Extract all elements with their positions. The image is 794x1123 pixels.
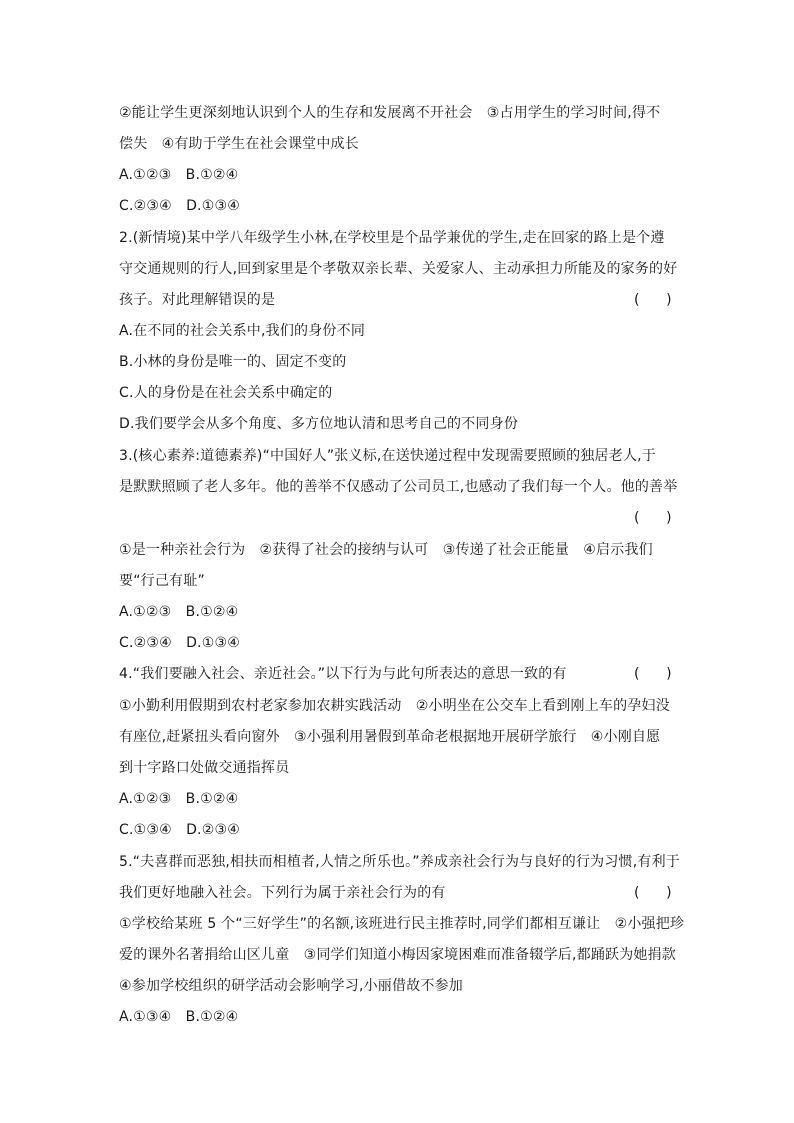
q4-answer-bracket: ( ) [634, 666, 672, 682]
q3-choice-line: C.②③④ D.①③④ [119, 635, 240, 651]
q4-option-line: ①小勤利用假期到农村老家参加农耕实践活动 ②小明坐在公交车上看到刚上车的孕妇没 [119, 698, 670, 714]
q1-choice-line: C.②③④ D.①③④ [119, 198, 240, 214]
q5-stem-line: 5.“夫喜群而恶独,相扶而相植者,人情之所乐也。”养成亲社会行为与良好的行为习惯,有利于 [119, 854, 681, 870]
q2-choice-b: B.小林的身份是唯一的、固定不变的 [119, 354, 347, 370]
q2-stem-line: 2.(新情境)某中学八年级学生小林,在学校里是个品学兼优的学生,走在回家的路上是个遵 [119, 230, 665, 246]
q4-choice-line: C.①③④ D.②③④ [119, 822, 240, 838]
q5-option-line: ①学校给某班 5 个“三好学生”的名额,该班进行民主推荐时,同学们都相互谦让 ②小强把珍 [119, 916, 685, 932]
q5-stem-line: 我们更好地融入社会。下列行为属于亲社会行为的有 [119, 885, 446, 901]
q1-option-line: ②能让学生更深刻地认识到个人的生存和发展离不开社会 ③占用学生的学习时间,得不 [119, 105, 661, 121]
q1-choice-line: A.①②③ B.①②④ [119, 167, 239, 183]
q4-choice-line: A.①②③ B.①②④ [119, 791, 239, 807]
q2-choice-a: A.在不同的社会关系中,我们的身份不同 [119, 323, 366, 339]
q3-choice-line: A.①②③ B.①②④ [119, 604, 239, 620]
q2-choice-c: C.人的身份是在社会关系中确定的 [119, 385, 333, 401]
q3-stem-line: 是默默照顾了老人多年。他的善举不仅感动了公司员工,也感动了我们每一个人。他的善举 [119, 479, 678, 495]
q3-option-line: ①是一种亲社会行为 ②获得了社会的接纳与认可 ③传递了社会正能量 ④启示我们 [119, 542, 653, 558]
q3-answer-bracket: ( ) [634, 510, 672, 526]
q2-answer-bracket: ( ) [634, 292, 672, 308]
q3-option-line: 要“行己有耻” [119, 573, 205, 589]
q4-option-line: 有座位,赶紧扭头看向窗外 ③小强利用暑假到革命老根据地开展研学旅行 ④小刚自愿 [119, 729, 661, 745]
q2-stem-line: 守交通规则的行人,回到家里是个孝敬双亲长辈、关爱家人、主动承担力所能及的家务的好 [119, 261, 678, 277]
q5-option-line: ④参加学校组织的研学活动会影响学习,小丽借故不参加 [119, 978, 463, 994]
q2-choice-d: D.我们要学会从多个角度、多方位地认清和思考自己的不同身份 [119, 416, 519, 432]
q4-option-line: 到十字路口处做交通指挥员 [119, 760, 290, 776]
q4-stem-line: 4.“我们要融入社会、亲近社会。”以下行为与此句所表达的意思一致的有 [119, 666, 567, 682]
q5-answer-bracket: ( ) [634, 885, 672, 901]
q3-stem-line: 3.(核心素养:道德素养)“中国好人”张义标,在送快递过程中发现需要照顾的独居老人,于 [119, 448, 657, 464]
q1-option-line: 偿失 ④有助于学生在社会课堂中成长 [119, 136, 359, 152]
q5-option-line: 爱的课外名著捐给山区儿童 ③同学们知道小梅因家境困难而准备辍学后,都踊跃为她捐款 [119, 947, 676, 963]
q2-stem-line: 孩子。对此理解错误的是 [119, 292, 276, 308]
q5-choice-line: A.①③④ B.①②④ [119, 1009, 239, 1025]
